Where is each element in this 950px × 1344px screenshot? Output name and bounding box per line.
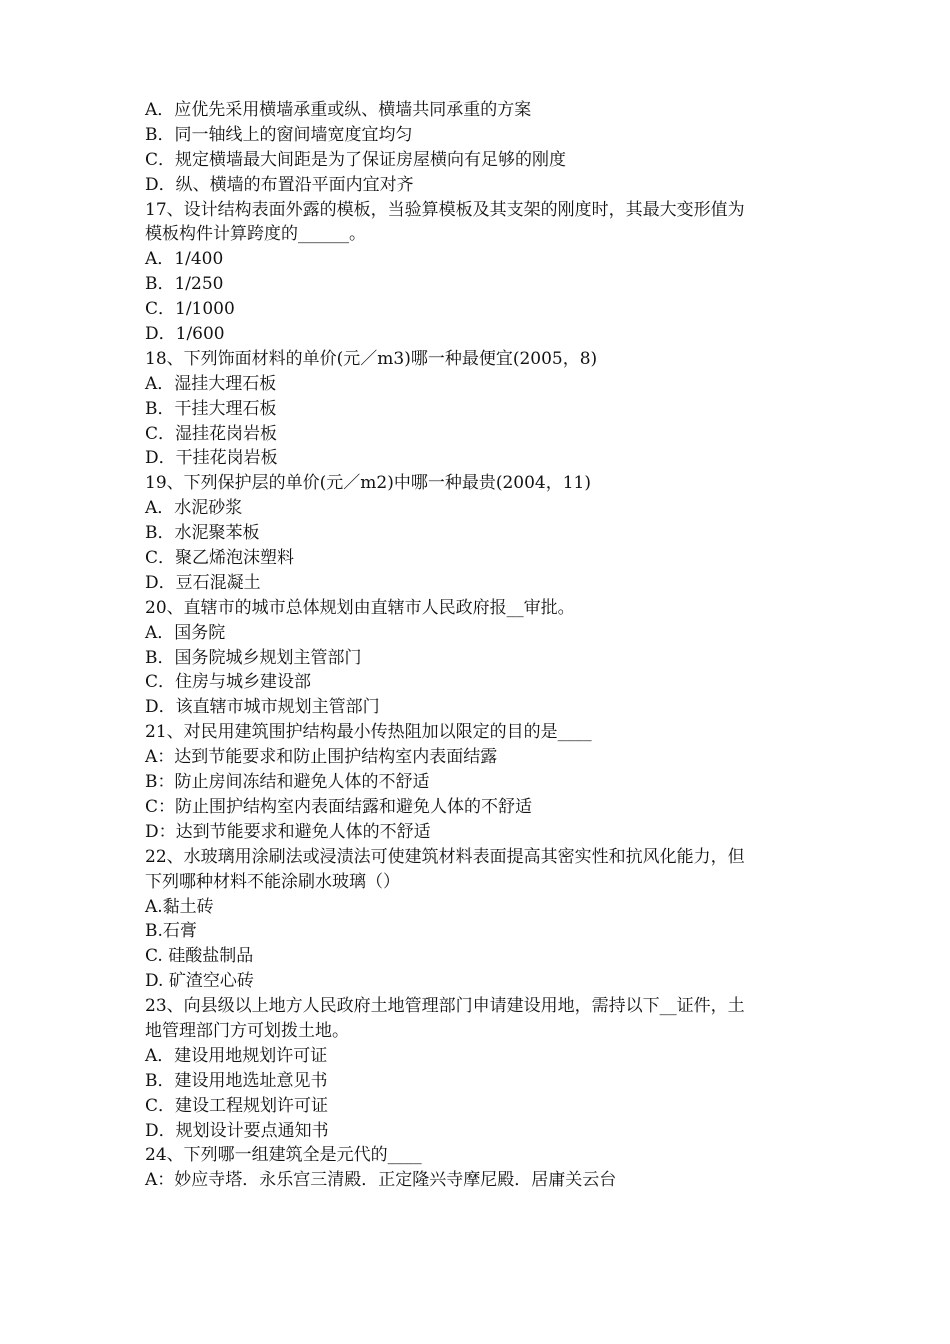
option-line: A.黏土砖 — [145, 896, 214, 917]
question-22: 22、水玻璃用涂刷法或浸渍法可使建筑材料表面提高其密实性和抗风化能力，但 — [145, 846, 745, 867]
option-line: A．水泥砂浆 — [145, 498, 243, 519]
option-line: D．干挂花岗岩板 — [145, 448, 278, 469]
option-line: C．建设工程规划许可证 — [145, 1095, 329, 1116]
question-17: 17、设计结构表面外露的模板，当验算模板及其支架的刚度时，其最大变形值为 — [145, 199, 745, 220]
option-line: C．湿挂花岗岩板 — [145, 423, 278, 444]
question-23-cont: 地管理部门方可划拨土地。 — [145, 1020, 349, 1041]
document-page — [145, 98, 815, 1193]
option-line: A．湿挂大理石板 — [145, 373, 277, 394]
question-24: 24、下列哪一组建筑全是元代的____ — [145, 1145, 422, 1166]
option-line: C．聚乙烯泡沫塑料 — [145, 548, 295, 569]
question-17-cont: 模板构件计算跨度的______。 — [145, 224, 366, 245]
option-line: A．国务院 — [145, 622, 226, 643]
option-line: C．规定横墙最大间距是为了保证房屋横向有足够的刚度 — [145, 149, 567, 170]
option-line: B：防止房间冻结和避免人体的不舒适 — [145, 772, 430, 793]
option-line: C：防止围护结构室内表面结露和避免人体的不舒适 — [145, 796, 533, 817]
option-line: D．规划设计要点通知书 — [145, 1120, 329, 1141]
question-18: 18、下列饰面材料的单价(元／m3)哪一种最便宜(2005，8) — [145, 348, 598, 369]
option-line: B.石膏 — [145, 921, 197, 942]
option-line: B．干挂大理石板 — [145, 398, 277, 419]
option-line: D．豆石混凝土 — [145, 572, 261, 593]
question-20: 20、直辖市的城市总体规划由直辖市人民政府报__审批。 — [145, 597, 575, 618]
option-line: B．1/250 — [145, 274, 224, 295]
option-line: D：达到节能要求和避免人体的不舒适 — [145, 821, 431, 842]
question-23: 23、向县级以上地方人民政府土地管理部门申请建设用地，需持以下__证件，土 — [145, 996, 745, 1017]
option-line: D．纵、横墙的布置沿平面内宜对齐 — [145, 174, 414, 195]
option-line: B．同一轴线上的窗间墙宽度宜均匀 — [145, 124, 413, 145]
option-line: A．1/400 — [145, 249, 224, 270]
option-line: C. 硅酸盐制品 — [145, 946, 254, 967]
option-line: A：达到节能要求和防止围护结构室内表面结露 — [145, 747, 498, 768]
option-line: D．该直辖市城市规划主管部门 — [145, 697, 380, 718]
question-21: 21、对民用建筑围护结构最小传热阻加以限定的目的是____ — [145, 722, 592, 743]
option-line: A：妙应寺塔．永乐宫三清殿．正定隆兴寺摩尼殿．居庸关云台 — [145, 1170, 617, 1191]
option-line: B．国务院城乡规划主管部门 — [145, 647, 362, 668]
option-line: A．应优先采用横墙承重或纵、横墙共同承重的方案 — [145, 100, 532, 120]
question-19: 19、下列保护层的单价(元／m2)中哪一种最贵(2004，11) — [145, 473, 591, 494]
option-line: D．1/600 — [145, 324, 225, 345]
option-line: D. 矿渣空心砖 — [145, 971, 254, 992]
option-line: C．住房与城乡建设部 — [145, 672, 312, 693]
option-line: B．建设用地选址意见书 — [145, 1070, 328, 1091]
option-line: A．建设用地规划许可证 — [145, 1045, 328, 1066]
question-22-cont: 下列哪种材料不能涂刷水玻璃（） — [145, 871, 400, 892]
option-line: B．水泥聚苯板 — [145, 523, 260, 544]
option-line: C．1/1000 — [145, 299, 235, 320]
